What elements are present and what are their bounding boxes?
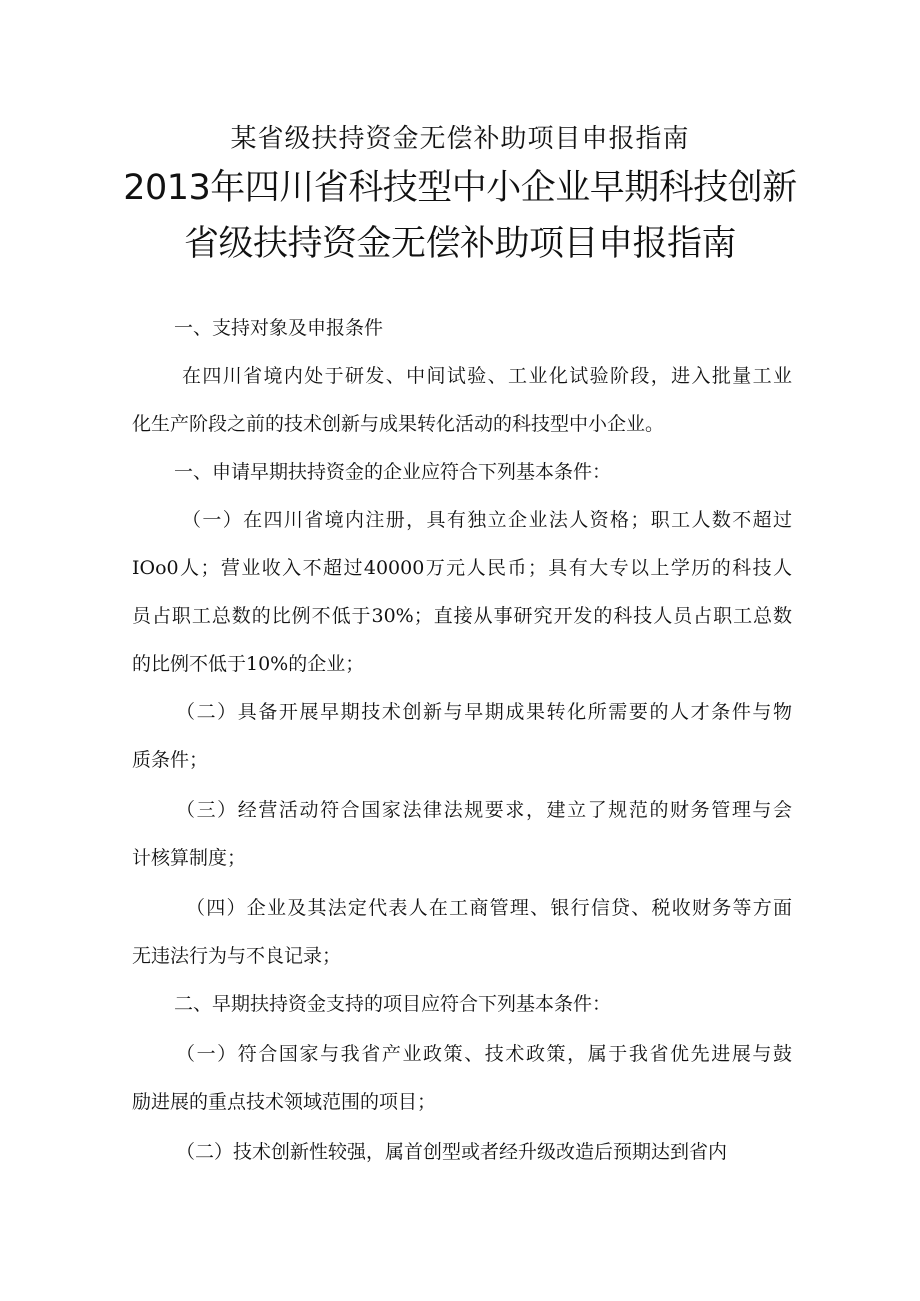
section-heading: 一、申请早期扶持资金的企业应符合下列基本条件：: [174, 461, 612, 483]
paragraph-line: 质条件；: [132, 749, 209, 771]
paragraph-line: （一）在四川省境内注册，具有独立企业法人资格；职工人数不超过: [182, 509, 792, 531]
paragraph-line: 在四川省境内处于研发、中间试验、工业化试验阶段，进入批量工业: [182, 365, 792, 387]
paragraph-line: 化生产阶段之前的技术创新与成果转化活动的科技型中小企业。: [132, 413, 665, 435]
paragraph-line: （四）企业及其法定代表人在工商管理、银行信贷、税收财务等方面: [186, 897, 792, 919]
paragraph-line: （二）技术创新性较强，属首创型或者经升级改造后预期达到省内: [176, 1141, 728, 1163]
paragraph-line: （三）经营活动符合国家法律法规要求，建立了规范的财务管理与会: [176, 799, 792, 821]
section-heading: 二、早期扶持资金支持的项目应符合下列基本条件：: [174, 993, 612, 1015]
paragraph-line: 励进展的重点技术领域范围的项目；: [132, 1091, 437, 1113]
paragraph-line: （二）具备开展早期技术创新与早期成果转化所需要的人才条件与物: [176, 701, 792, 723]
document-title-line-2: 省级扶持资金无偿补助项目申报指南: [183, 224, 736, 264]
paragraph-line: 无违法行为与不良记录；: [132, 945, 342, 967]
paragraph-line: 的比例不低于10%的企业；: [132, 653, 365, 675]
section-heading: 一、支持对象及申报条件: [174, 317, 384, 339]
paragraph-line: （一）符合国家与我省产业政策、技术政策，属于我省优先进展与鼓: [176, 1043, 792, 1065]
paragraph-line: 计核算制度；: [132, 847, 247, 869]
paragraph-line: IOo0人；营业收入不超过40000万元人民币；具有大专以上学历的科技人: [132, 557, 792, 579]
paragraph-line: 员占职工总数的比例不低于30%；直接从事研究开发的科技人员占职工总数: [132, 605, 792, 627]
document-title-line-1: 2013年四川省科技型中小企业早期科技创新: [123, 168, 797, 208]
document-subtitle: 某省级扶持资金无偿补助项目申报指南: [230, 124, 690, 154]
